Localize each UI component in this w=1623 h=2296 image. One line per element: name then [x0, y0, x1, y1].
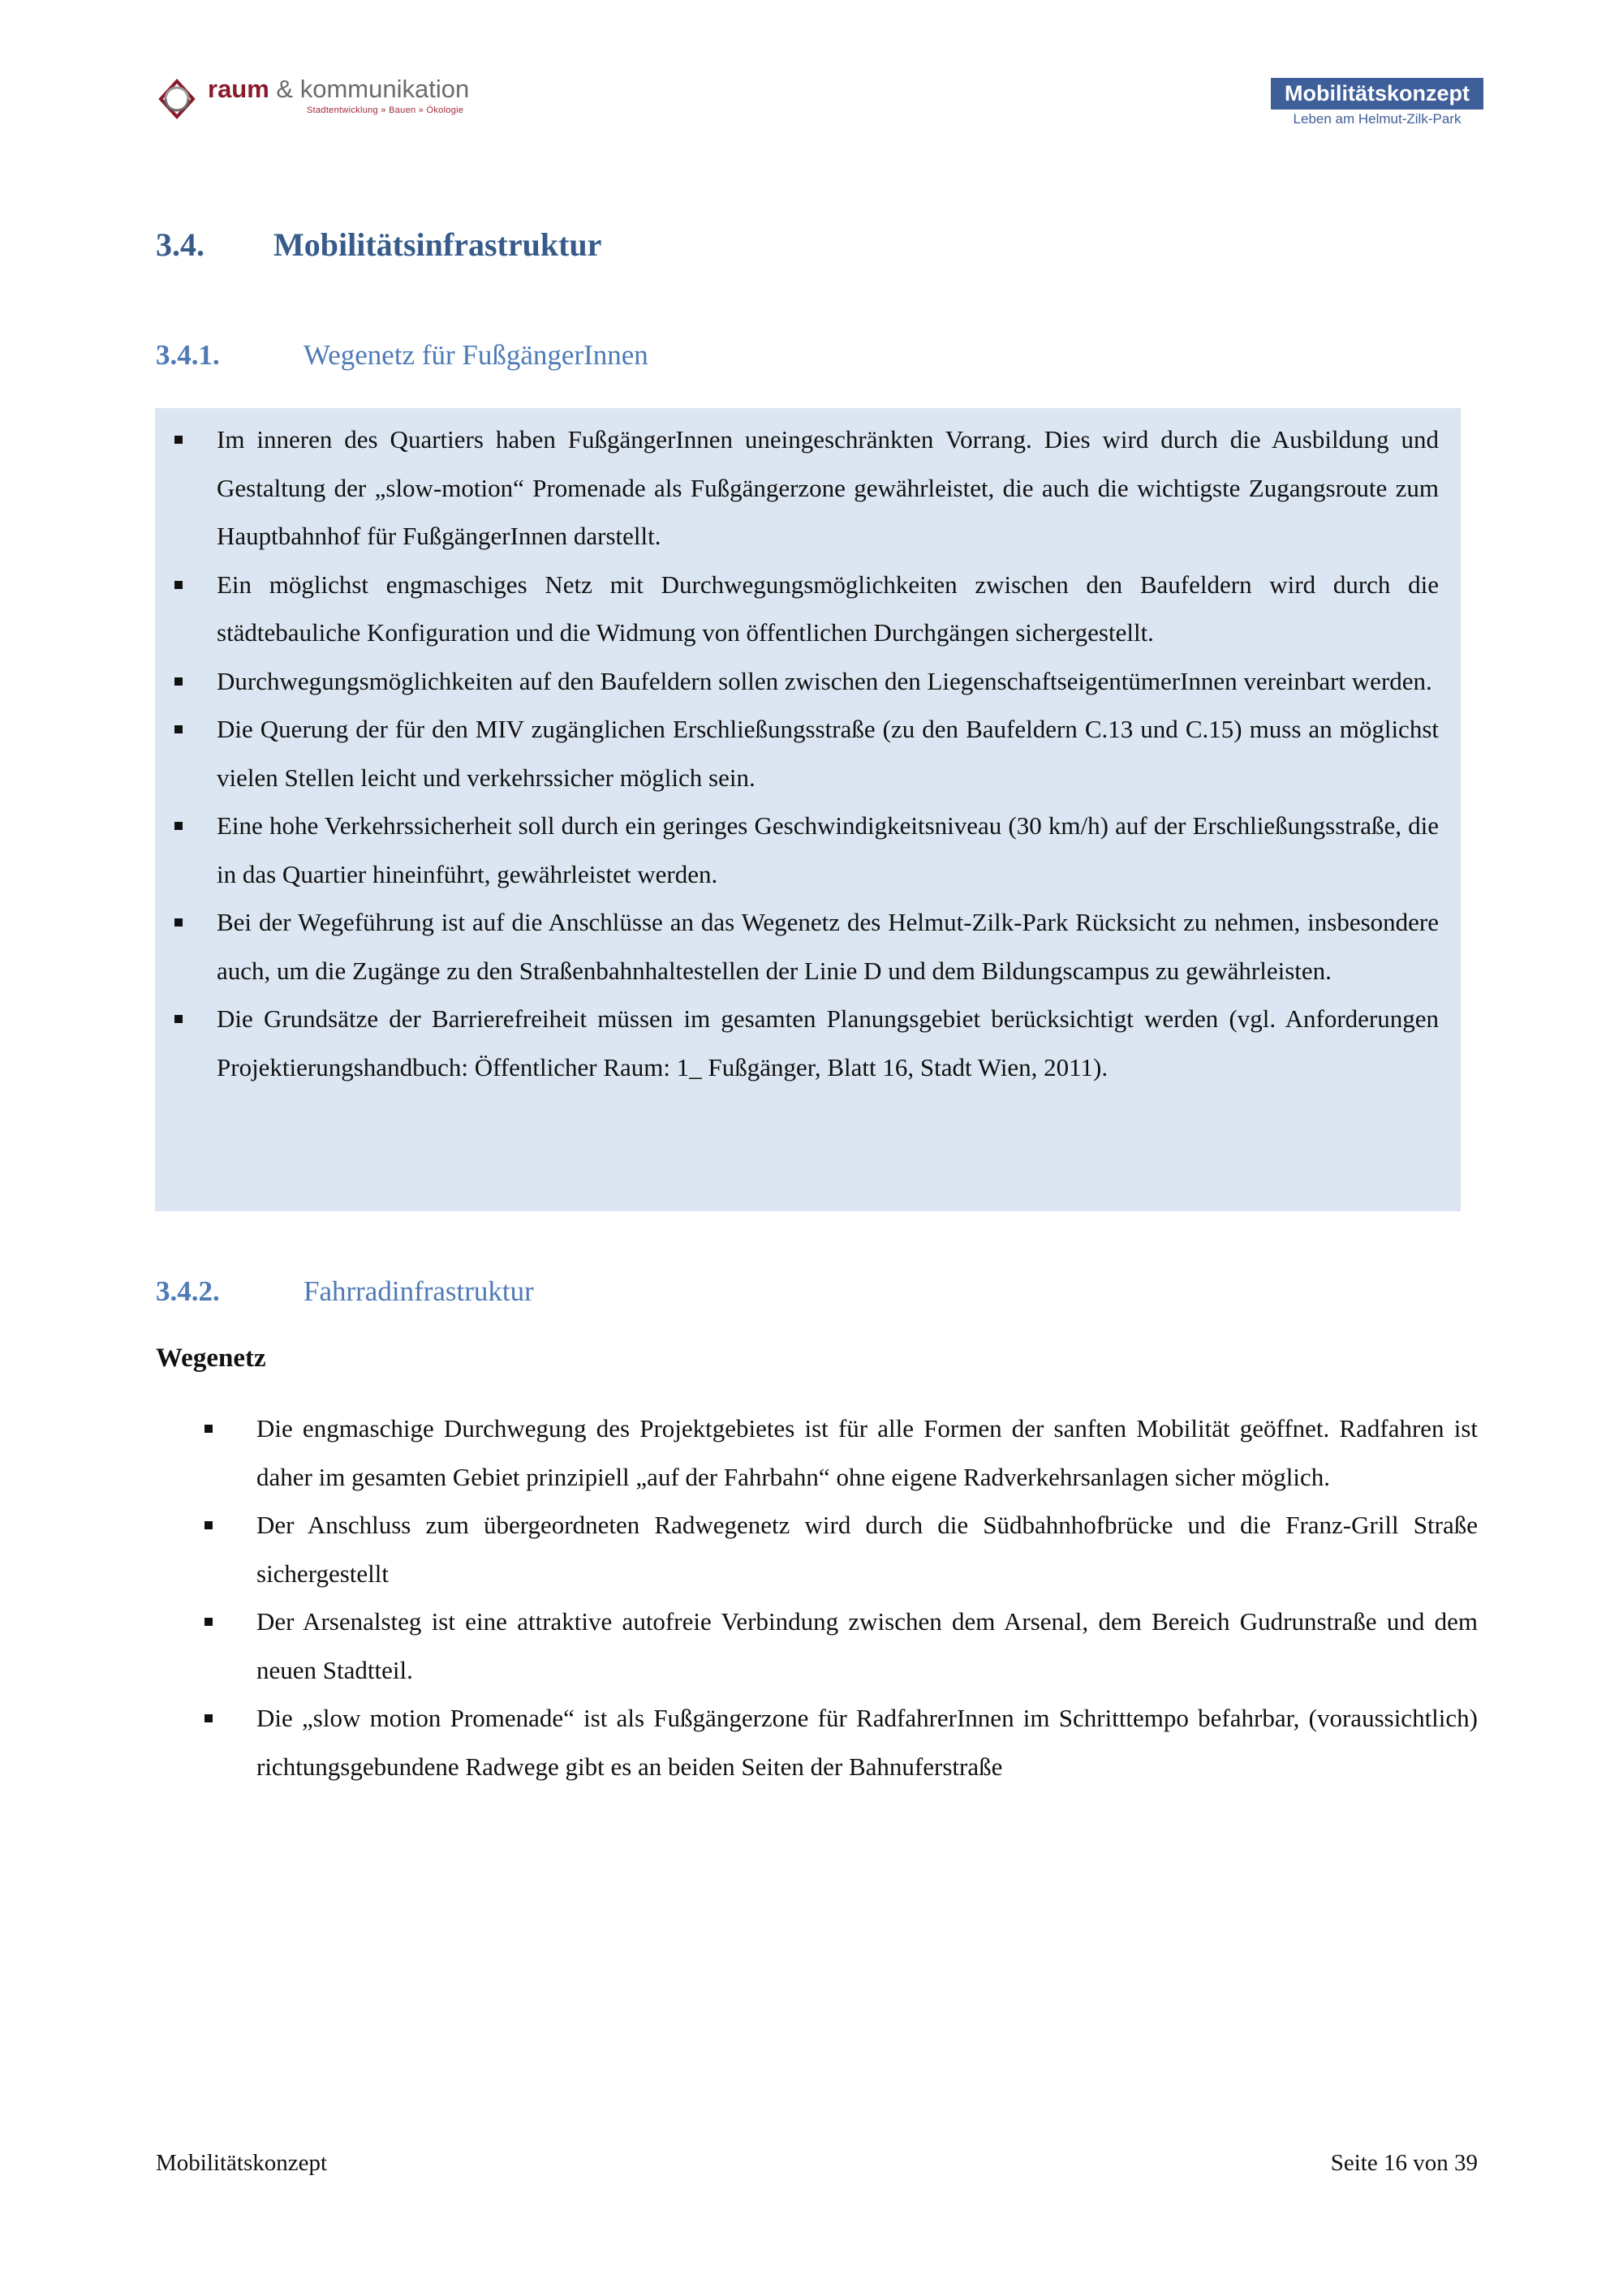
square-bullet-icon: [174, 725, 183, 733]
list-item-text: Der Anschluss zum übergeordneten Radwegenetz wird durch die Südbahnhofbrücke und die Franz-Grill Straße sichergestellt: [256, 1511, 1478, 1588]
list-item-text: Eine hohe Verkehrssicherheit soll durch ein geringes Geschwindigkeitsniveau (30 km/h) auf der Erschließungsstraße, die in das Quartier hineinführt, gewährleistet werden.: [217, 811, 1439, 888]
list-item-text: Ein möglichst engmaschiges Netz mit Durchwegungsmöglichkeiten zwischen den Baufeldern wird durch die städtebauliche Konfiguration und die Widmung von öffentlichen Durchgängen sichergestellt.: [217, 570, 1439, 647]
logo-name-rest: & kommunikation: [269, 75, 470, 103]
square-bullet-icon: [174, 918, 183, 927]
subsection-heading-fussgaenger: [156, 339, 648, 372]
logo-name-bold: raum: [208, 75, 269, 103]
fahrrad-list: [204, 1404, 1478, 1791]
subsection-title: Fahrradinfrastruktur: [304, 1275, 534, 1307]
wegenetz-label: Wegenetz: [156, 1344, 266, 1373]
square-bullet-icon: [174, 822, 183, 830]
square-bullet-icon: [174, 581, 183, 589]
list-item-text: Durchwegungsmöglichkeiten auf den Baufeldern sollen zwischen den LiegenschaftseigentümerInnen vereinbart werden.: [217, 666, 1432, 695]
subsection-heading-fahrrad: [156, 1275, 534, 1308]
list-item: [174, 561, 1439, 657]
section-heading: [156, 226, 601, 264]
section-number: 3.4.: [156, 226, 204, 263]
logo-tagline: Stadtentwicklung » Bauen » Ökologie: [307, 105, 464, 115]
list-item: [204, 1501, 1478, 1597]
list-item: [204, 1694, 1478, 1791]
list-item: [174, 802, 1439, 898]
list-item: [174, 898, 1439, 995]
list-item: [174, 995, 1439, 1091]
mobilitaetskonzept-logo: [1271, 78, 1483, 127]
logo-right-subtitle: Leben am Helmut-Zilk-Park: [1293, 111, 1462, 127]
list-item-text: Die engmaschige Durchwegung des Projektgebietes ist für alle Formen der sanften Mobilität geöffnet. Radfahren ist daher im gesamten Gebiet prinzipiell „auf der Fahrbahn“ ohne eigene Radverkehrsanlagen sicher möglich.: [256, 1414, 1478, 1491]
list-item: [174, 705, 1439, 802]
list-item-text: Die „slow motion Promenade“ ist als Fußgängerzone für RadfahrerInnen im Schritttempo befahrbar, (voraussichtlich) richtungsgebundene Radwege gibt es an beiden Seiten der Bahnuferstraße: [256, 1704, 1478, 1781]
list-item: [174, 415, 1439, 561]
highlight-box: [155, 408, 1461, 1211]
list-item-text: Die Querung der für den MIV zugänglichen Erschließungsstraße (zu den Baufeldern C.13 und C.15) muss an möglichst vielen Stellen leicht und verkehrssicher möglich sein.: [217, 715, 1439, 792]
diamond-swirl-icon: [154, 76, 200, 122]
square-bullet-icon: [174, 1015, 183, 1023]
square-bullet-icon: [204, 1618, 213, 1626]
section-title: Mobilitätsinfrastruktur: [273, 226, 602, 263]
list-item-text: Die Grundsätze der Barrierefreiheit müssen im gesamten Planungsgebiet berücksichtigt werden (vgl. Anforderungen Projektierungshandbuch: Öffentlicher Raum: 1_ Fußgänger, Blatt 16, Stadt Wien, 2011).: [217, 1004, 1439, 1081]
subsection-number: 3.4.2.: [156, 1275, 220, 1307]
list-item-text: Im inneren des Quartiers haben FußgängerInnen uneingeschränkten Vorrang. Dies wird durch die Ausbildung und Gestaltung der „slow-motion“ Promenade als Fußgängerzone gewährleistet, die auch die wichtigste Zugangsroute zum Hauptbahnhof für FußgängerInnen darstellt.: [217, 425, 1439, 550]
square-bullet-icon: [174, 436, 183, 444]
footer-document-title: Mobilitätskonzept: [156, 2150, 328, 2176]
list-item-text: Der Arsenalsteg ist eine attraktive autofreie Verbindung zwischen dem Arsenal, dem Bereich Gudrunstraße und dem neuen Stadtteil.: [256, 1607, 1478, 1684]
list-item: [204, 1597, 1478, 1694]
logo-right-title: Mobilitätskonzept: [1271, 78, 1483, 110]
list-item: [204, 1404, 1478, 1501]
square-bullet-icon: [174, 677, 183, 686]
list-item-text: Bei der Wegeführung ist auf die Anschlüsse an das Wegenetz des Helmut-Zilk-Park Rücksicht zu nehmen, insbesondere auch, um die Zugänge zu den Straßenbahnhaltestellen der Linie D und dem Bildungscampus zu gewährleisten.: [217, 908, 1439, 985]
raum-kommunikation-logo: [154, 75, 469, 131]
subsection-number: 3.4.1.: [156, 339, 220, 371]
square-bullet-icon: [204, 1425, 213, 1433]
list-item: [174, 657, 1439, 706]
footer-page-number: Seite 16 von 39: [1330, 2150, 1478, 2176]
subsection-title: Wegenetz für FußgängerInnen: [304, 339, 648, 371]
square-bullet-icon: [204, 1714, 213, 1722]
square-bullet-icon: [204, 1521, 213, 1529]
